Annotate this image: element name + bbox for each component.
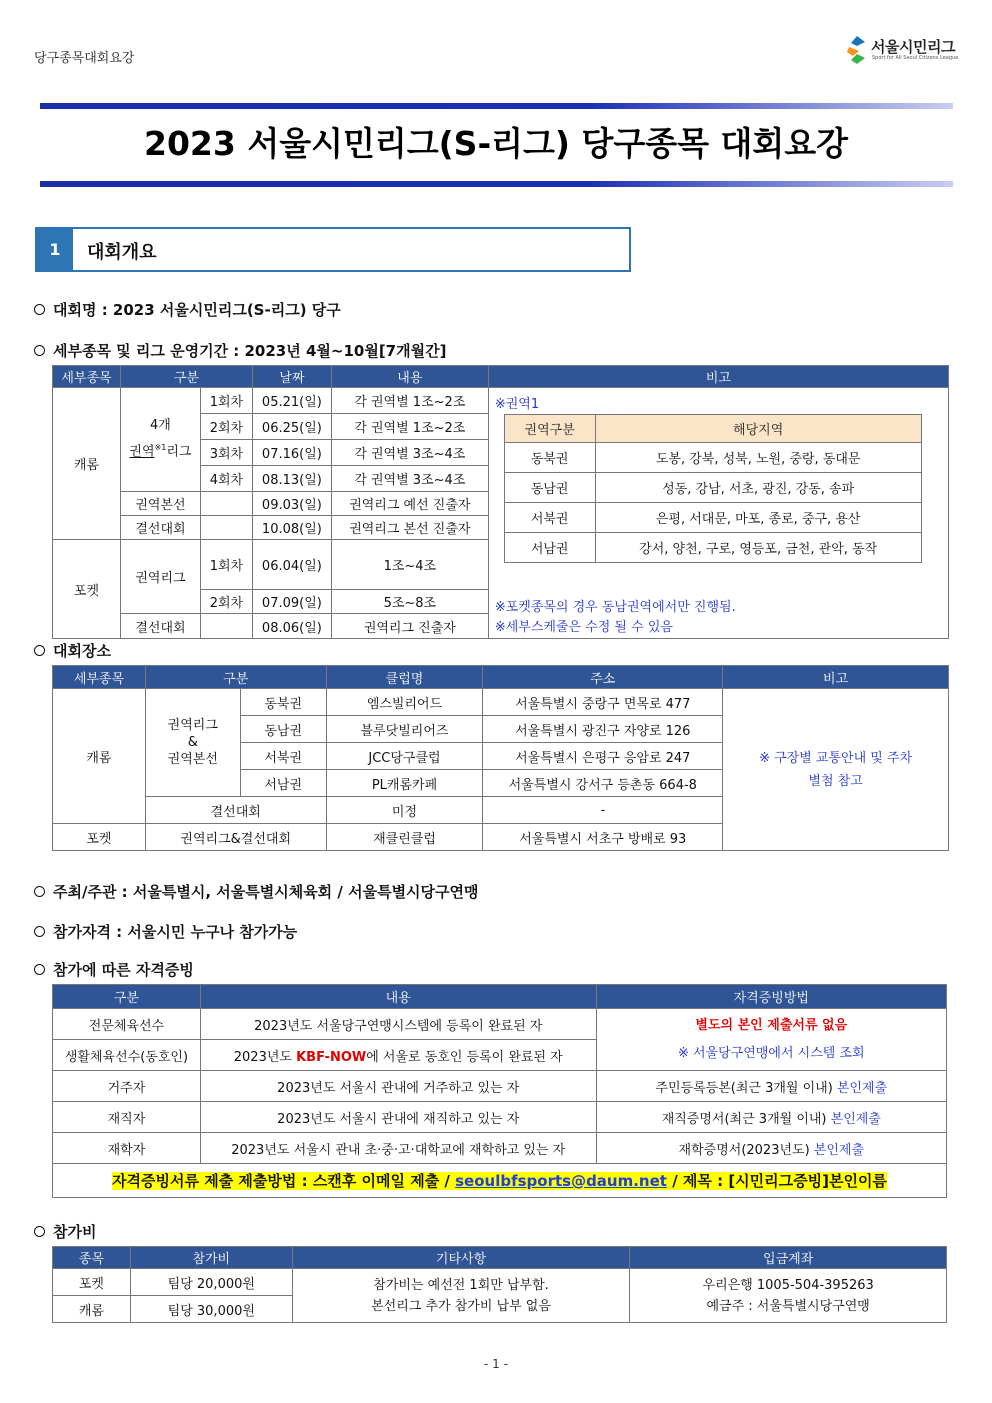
title-bottom-bar (40, 181, 953, 187)
proof-method-system (596, 1009, 946, 1071)
bullet-schedule (34, 340, 446, 361)
page-number: - 1 - (484, 1357, 508, 1371)
fee-table (52, 1246, 947, 1323)
bullet-event-name (34, 299, 341, 320)
bullet-text: 참가자격 : 서울시민 누구나 참가가능 (53, 923, 298, 941)
bullet-text: 참가에 따른 자격증빙 (53, 961, 194, 979)
submit-email-link[interactable]: seoulbfsports@daum.net (455, 1172, 667, 1190)
proof-method (596, 1102, 946, 1133)
note-pocket: ※포켓종목의 경우 동남권역에서만 진행됨. (494, 600, 736, 615)
region-cell: 서북권 (240, 743, 326, 770)
type-carom: 캐롬 (53, 388, 121, 540)
col-header-account: 입금계좌 (630, 1247, 947, 1269)
logo-text: 서울시민리그 (871, 38, 955, 56)
league-footnote-mark: ※1 (154, 443, 167, 453)
col-header-category: 구분 (145, 666, 326, 689)
round-cell: 3회차 (200, 440, 252, 466)
round-cell: 2회차 (200, 590, 252, 614)
date-cell: 08.13(일) (252, 466, 331, 492)
club-cell: 재클린클럽 (326, 824, 483, 851)
account-holder: 예금주 : 서울특별시당구연맹 (706, 1298, 870, 1314)
document-header-label: 당구종목대회요강 (34, 51, 135, 66)
proof-content: 2023년도 서울당구연맹시스템에 등록이 완료된 자 (200, 1009, 596, 1040)
league-4-label: 4개 (150, 418, 171, 434)
content-cell: 각 권역별 1조~2조 (331, 414, 488, 440)
col-header-category: 구분 (120, 366, 252, 388)
proof-method (596, 1071, 946, 1102)
proof-label: 재학자 (53, 1133, 201, 1164)
submit-method-highlight (112, 1172, 887, 1190)
circle-bullet-icon (34, 926, 45, 937)
league-4-region (120, 388, 200, 492)
circle-bullet-icon (34, 304, 45, 315)
method-doc: 재학증명서(2023년도) (678, 1142, 814, 1158)
hobby-text-a: 2023년도 (233, 1049, 297, 1065)
content-cell: 각 권역별 1조~2조 (331, 388, 488, 414)
type-pocket: 포켓 (53, 824, 146, 851)
method-doc: 주민등록등본(최근 3개월 이내) (655, 1080, 837, 1096)
pocket-league-label: 권역리그 (120, 540, 200, 614)
region-name: 서북권 (504, 503, 595, 533)
circle-bullet-icon (34, 886, 45, 897)
content-cell: 각 권역별 3조~4조 (331, 440, 488, 466)
note-cell (488, 388, 948, 639)
date-cell: 06.25(일) (252, 414, 331, 440)
proof-content (200, 1040, 596, 1071)
round-cell: 1회차 (200, 540, 252, 590)
proof-label: 생활체육선수(동호인) (53, 1040, 201, 1071)
logo-mark-icon (845, 34, 869, 66)
proof-table (52, 984, 947, 1198)
bullet-venue (34, 640, 111, 661)
pocket-final-label: 결선대회 (120, 614, 200, 639)
league-region-label: 권역 (129, 444, 155, 460)
round-cell: 2회차 (200, 414, 252, 440)
type-carom: 캐롬 (53, 689, 146, 824)
col-header-type: 세부종목 (53, 666, 146, 689)
club-cell: 엠스빌리어드 (326, 689, 483, 716)
col-header-fee: 참가비 (130, 1247, 292, 1269)
address-cell: 서울특별시 중랑구 면목로 477 (483, 689, 723, 716)
empty-cell (200, 492, 252, 516)
account-number: 우리은행 1005-504-395263 (702, 1277, 874, 1293)
address-cell: 서울특별시 서초구 방배로 93 (483, 824, 723, 851)
col-header-type: 종목 (53, 1247, 131, 1269)
method-self: 본인제출 (830, 1111, 881, 1127)
club-cell: 미정 (326, 797, 483, 824)
bullet-host (34, 881, 479, 902)
region-name: 서남권 (504, 533, 595, 563)
region-table (504, 414, 922, 563)
venue-table (52, 665, 949, 851)
bullet-text: 세부종목 및 리그 운영기간 : 2023년 4월~10월[7개월간] (53, 342, 447, 360)
submit-text-a: 자격증빙서류 제출 제출방법 : 스캔후 이메일 제출 / (112, 1172, 456, 1190)
col-header-address: 주소 (483, 666, 723, 689)
method-self: 본인제출 (836, 1080, 888, 1096)
content-cell: 각 권역별 3조~4조 (331, 466, 488, 492)
hobby-text-b: 에 서울로 동호인 등록이 완료된 자 (366, 1049, 563, 1065)
note-schedule: ※세부스케줄은 수정 될 수 있음 (494, 620, 673, 635)
round-cell: 1회차 (200, 388, 252, 414)
date-cell: 09.03(일) (252, 492, 331, 516)
bullet-text: 참가비 (53, 1223, 97, 1241)
title-top-bar (40, 103, 953, 109)
main-label: 권역본선 (120, 492, 200, 516)
league-label: 리그 (166, 444, 192, 460)
bullet-text: 대회장소 (53, 642, 111, 660)
empty-cell (200, 516, 252, 540)
proof-content: 2023년도 서울시 관내 초·중·고·대학교에 재학하고 있는 자 (200, 1133, 596, 1164)
fee-type: 캐롬 (53, 1296, 131, 1323)
bullet-text: 대회명 : 2023 서울시민리그(S-리그) 당구 (53, 301, 341, 319)
club-cell: PL캐롬카페 (326, 770, 483, 797)
seoul-citizen-league-logo (845, 34, 965, 66)
final-label: 결선대회 (145, 797, 326, 824)
proof-content: 2023년도 서울시 관내에 재직하고 있는 자 (200, 1102, 596, 1133)
date-cell: 05.21(일) (252, 388, 331, 414)
note-region-title: ※권역1 (494, 397, 540, 412)
circle-bullet-icon (34, 964, 45, 975)
schedule-table (52, 365, 949, 639)
circle-bullet-icon (34, 645, 45, 656)
content-cell: 5조~8조 (331, 590, 488, 614)
col-header-club: 클럽명 (326, 666, 483, 689)
col-header-etc: 기타사항 (292, 1247, 630, 1269)
col-header-method: 자격증빙방법 (596, 985, 946, 1009)
region-area: 도봉, 강북, 성북, 노원, 중랑, 동대문 (595, 443, 921, 473)
col-header-category: 구분 (53, 985, 201, 1009)
col-header-type: 세부종목 (53, 366, 121, 388)
circle-bullet-icon (34, 345, 45, 356)
club-cell: JCC당구클럽 (326, 743, 483, 770)
region-area: 은평, 서대문, 마포, 종로, 중구, 용산 (595, 503, 921, 533)
venue-note (723, 689, 949, 851)
region-cell: 동북권 (240, 689, 326, 716)
proof-content: 2023년도 서울시 관내에 거주하고 있는 자 (200, 1071, 596, 1102)
submit-method-row (53, 1164, 947, 1198)
address-cell: 서울특별시 강서구 등촌동 664-8 (483, 770, 723, 797)
fee-type: 포켓 (53, 1269, 131, 1296)
fee-account (630, 1269, 947, 1323)
method-no-docs: 별도의 본인 제출서류 없음 (695, 1017, 848, 1033)
col-header-note: 비고 (723, 666, 949, 689)
round-cell: 4회차 (200, 466, 252, 492)
fee-amount: 팀당 30,000원 (130, 1296, 292, 1323)
section-header (35, 227, 631, 272)
region-header-name: 권역구분 (504, 415, 595, 443)
section-title: 대회개요 (87, 242, 157, 263)
region-header-area: 해당지역 (595, 415, 921, 443)
fee-etc-line2: 본선리그 추가 참가비 납부 없음 (371, 1298, 551, 1314)
col-header-content: 내용 (331, 366, 488, 388)
address-cell: 서울특별시 광진구 자양로 126 (483, 716, 723, 743)
bullet-eligibility (34, 921, 297, 942)
date-cell: 07.16(일) (252, 440, 331, 466)
address-cell: - (483, 797, 723, 824)
group-label-a: 권역리그 (167, 718, 218, 733)
club-cell: 블루닷빌리어즈 (326, 716, 483, 743)
region-area: 강서, 양천, 구로, 영등포, 금천, 관악, 동작 (595, 533, 921, 563)
date-cell: 08.06(일) (252, 614, 331, 639)
bullet-fee (34, 1221, 96, 1242)
document-title: 2023 서울시민리그(S-리그) 당구종목 대회요강 (144, 124, 848, 163)
proof-label: 재직자 (53, 1102, 201, 1133)
group-label-b: & (187, 735, 198, 750)
hobby-kbf: KBF-NOW (296, 1049, 367, 1065)
pocket-label: 권역리그&결선대회 (145, 824, 326, 851)
content-cell: 권역리그 예선 진출자 (331, 492, 488, 516)
col-header-note: 비고 (488, 366, 948, 388)
venue-note-line2: 별첨 참고 (808, 773, 863, 789)
proof-label: 거주자 (53, 1071, 201, 1102)
content-cell: 1조~4조 (331, 540, 488, 590)
group-label-c: 권역본선 (167, 752, 218, 767)
logo-subtext: Sport for All Seoul Citizens League (872, 55, 959, 61)
method-doc: 재직증명서(최근 3개월 이내) (661, 1111, 831, 1127)
circle-bullet-icon (34, 1226, 45, 1237)
type-pocket: 포켓 (53, 540, 121, 639)
submit-text-b: / 제목 : [시민리그증빙]본인이름 (666, 1172, 887, 1190)
fee-etc-line1: 참가비는 예선전 1회만 납부함. (373, 1277, 549, 1293)
final-label: 결선대회 (120, 516, 200, 540)
section-number: 1 (37, 229, 73, 270)
col-header-date: 날짜 (252, 366, 331, 388)
fee-etc (292, 1269, 630, 1323)
region-name: 동북권 (504, 443, 595, 473)
date-cell: 07.09(일) (252, 590, 331, 614)
region-name: 동남권 (504, 473, 595, 503)
bullet-text: 주최/주관 : 서울특별시, 서울특별시체육회 / 서울특별시당구연맹 (53, 883, 479, 901)
region-area: 성동, 강남, 서초, 광진, 강동, 송파 (595, 473, 921, 503)
bullet-proof (34, 959, 194, 980)
venue-note-line1: ※ 구장별 교통안내 및 주차 (759, 750, 913, 766)
proof-label: 전문체육선수 (53, 1009, 201, 1040)
col-header-content: 내용 (200, 985, 596, 1009)
proof-method (596, 1133, 946, 1164)
content-cell: 권역리그 진출자 (331, 614, 488, 639)
address-cell: 서울특별시 은평구 응암로 247 (483, 743, 723, 770)
region-cell: 서남권 (240, 770, 326, 797)
content-cell: 권역리그 본선 진출자 (331, 516, 488, 540)
region-cell: 동남권 (240, 716, 326, 743)
empty-cell (200, 614, 252, 639)
date-cell: 06.04(일) (252, 540, 331, 590)
fee-amount: 팀당 20,000원 (130, 1269, 292, 1296)
method-self: 본인제출 (813, 1142, 865, 1158)
method-system-check: ※ 서울당구연맹에서 시스템 조회 (678, 1045, 865, 1061)
league-and-main (145, 689, 240, 797)
date-cell: 10.08(일) (252, 516, 331, 540)
